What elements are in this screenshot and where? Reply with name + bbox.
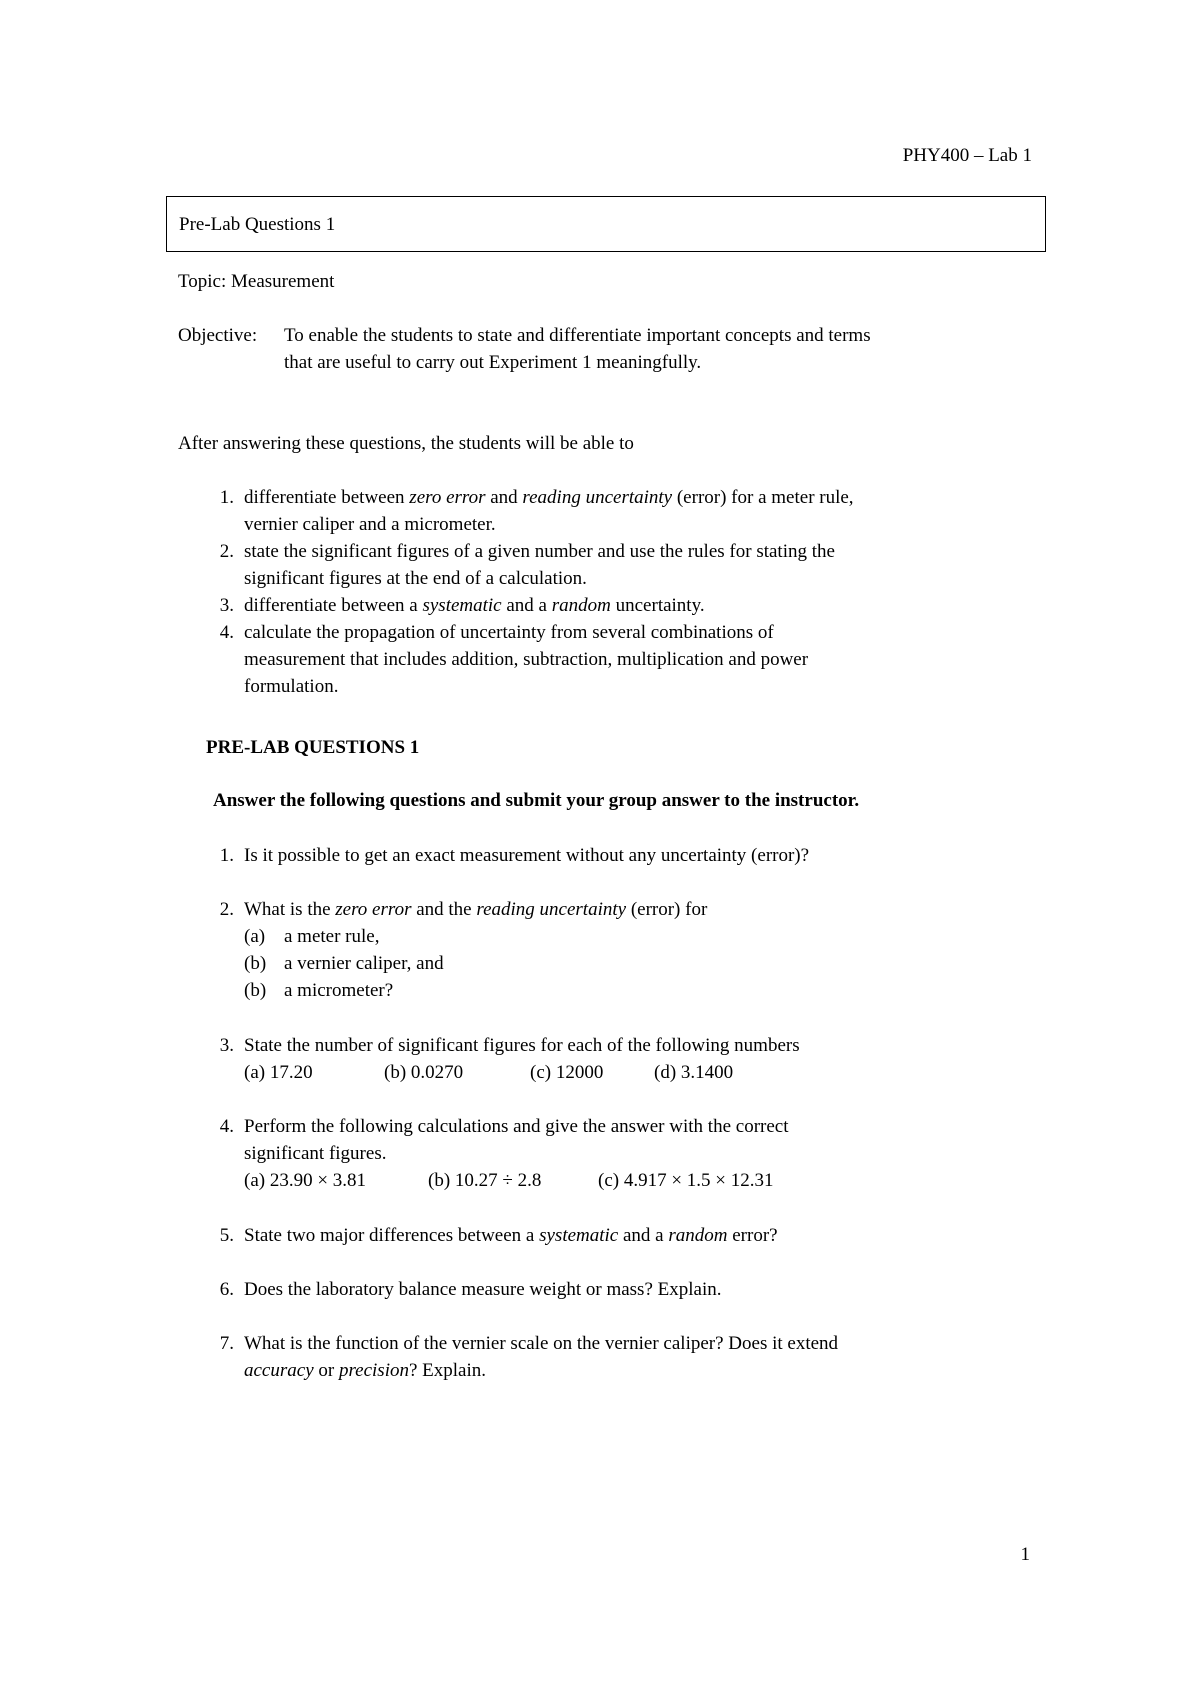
question-item: [200, 1113, 789, 1194]
text: vernier caliper and a micrometer.: [244, 514, 496, 535]
course-header: PHY400 – Lab 1: [902, 145, 1032, 166]
sub-label: (b): [244, 953, 267, 974]
box-title: Pre-Lab Questions 1: [179, 213, 336, 235]
sub-item: [244, 977, 707, 1004]
prelab-heading: PRE-LAB QUESTIONS 1: [206, 737, 420, 758]
text: or: [313, 1360, 339, 1381]
outcome-item-4: [200, 619, 854, 700]
options-row: [244, 1167, 789, 1194]
question-item: [200, 896, 707, 1004]
text: Perform the following calculations and give the answer with the correct: [244, 1116, 789, 1137]
question-3: [200, 1032, 800, 1086]
text: differentiate between a: [244, 595, 423, 616]
sub-item: [244, 923, 707, 950]
text: error?: [727, 1225, 778, 1246]
sub-text: a micrometer?: [284, 980, 394, 1001]
question-6: [200, 1276, 721, 1303]
text-italic: systematic: [422, 595, 502, 616]
question-num: 6.: [219, 1279, 234, 1300]
question-4: [200, 1113, 789, 1194]
text-italic: reading uncertainty: [476, 899, 627, 920]
sub-text: a vernier caliper, and: [284, 953, 444, 974]
objective-text-2: that are useful to carry out Experiment 1 meaningfully.: [284, 352, 702, 373]
option: (a) 17.20: [244, 1062, 313, 1083]
question-text: State the number of significant figures for each of the following numbers: [244, 1035, 800, 1056]
text-italic: zero error: [335, 899, 412, 920]
text: and a: [618, 1225, 669, 1246]
outcomes-list: [200, 484, 854, 700]
objective-line-1: [178, 322, 871, 349]
text-italic: reading uncertainty: [522, 487, 673, 508]
outcomes-intro: After answering these questions, the students will be able to: [178, 433, 634, 454]
option: (c) 12000: [530, 1062, 604, 1083]
text: and the: [411, 899, 477, 920]
question-item: [200, 842, 809, 869]
sub-label: (a): [244, 926, 266, 947]
question-num: 5.: [219, 1225, 234, 1246]
objective-label: Objective:: [178, 325, 258, 346]
outcome-item-2: [200, 538, 854, 592]
outcome-item-1: [200, 484, 854, 538]
outcome-num: 2.: [219, 541, 234, 562]
text: differentiate between: [244, 487, 410, 508]
text-italic: precision: [338, 1360, 409, 1381]
question-text: Does the laboratory balance measure weight or mass? Explain.: [244, 1279, 722, 1300]
sub-text: a meter rule,: [284, 926, 380, 947]
question-5: [200, 1222, 778, 1249]
text: and a: [501, 595, 552, 616]
options-row: [244, 1059, 800, 1086]
question-2: [200, 896, 707, 1004]
text: significant figures.: [244, 1143, 387, 1164]
question-item: [200, 1330, 838, 1384]
text-italic: random: [551, 595, 611, 616]
text: What is the function of the vernier scale on the vernier caliper? Does it extend: [244, 1333, 839, 1354]
text: measurement that includes addition, subtraction, multiplication and power: [244, 649, 809, 670]
text: (error) for a meter rule,: [672, 487, 854, 508]
text: formulation.: [244, 676, 339, 697]
question-num: 2.: [219, 899, 234, 920]
objective-text-1: To enable the students to state and differentiate important concepts and terms: [284, 325, 871, 346]
text-italic: random: [668, 1225, 728, 1246]
option: (b) 0.0270: [384, 1062, 464, 1083]
text: State two major differences between a: [244, 1225, 540, 1246]
sub-label: (b): [244, 980, 267, 1001]
question-num: 4.: [219, 1116, 234, 1137]
title-box: [166, 196, 1046, 252]
question-num: 1.: [219, 845, 234, 866]
text: uncertainty.: [610, 595, 705, 616]
question-item: [200, 1222, 778, 1249]
text: ? Explain.: [408, 1360, 487, 1381]
question-text: Is it possible to get an exact measurement without any uncertainty (error)?: [244, 845, 810, 866]
sub-item: [244, 950, 707, 977]
question-num: 3.: [219, 1035, 234, 1056]
option: (a) 23.90 × 3.81: [244, 1170, 367, 1191]
question-item: [200, 1276, 721, 1303]
question-num: 7.: [219, 1333, 234, 1354]
text: What is the: [244, 899, 336, 920]
text: state the significant figures of a given number and use the rules for stating the: [244, 541, 835, 562]
outcome-num: 4.: [219, 622, 234, 643]
text: significant figures at the end of a calculation.: [244, 568, 587, 589]
text: and: [485, 487, 523, 508]
text-italic: zero error: [409, 487, 486, 508]
question-7: [200, 1330, 838, 1384]
option: (c) 4.917 × 1.5 × 12.31: [598, 1170, 774, 1191]
outcome-item-3: [200, 592, 854, 619]
outcome-num: 1.: [219, 487, 234, 508]
text-italic: systematic: [539, 1225, 619, 1246]
option: (b) 10.27 ÷ 2.8: [428, 1170, 542, 1191]
prelab-instruction: Answer the following questions and submit your group answer to the instructor.: [213, 790, 860, 811]
text: calculate the propagation of uncertainty from several combinations of: [244, 622, 774, 643]
question-1: [200, 842, 809, 869]
option: (d) 3.1400: [654, 1062, 734, 1083]
outcome-num: 3.: [219, 595, 234, 616]
question-item: [200, 1032, 800, 1086]
topic-line: Topic: Measurement: [178, 271, 335, 292]
page-number: 1: [1020, 1544, 1030, 1565]
text: (error) for: [626, 899, 708, 920]
text-italic: accuracy: [244, 1360, 314, 1381]
